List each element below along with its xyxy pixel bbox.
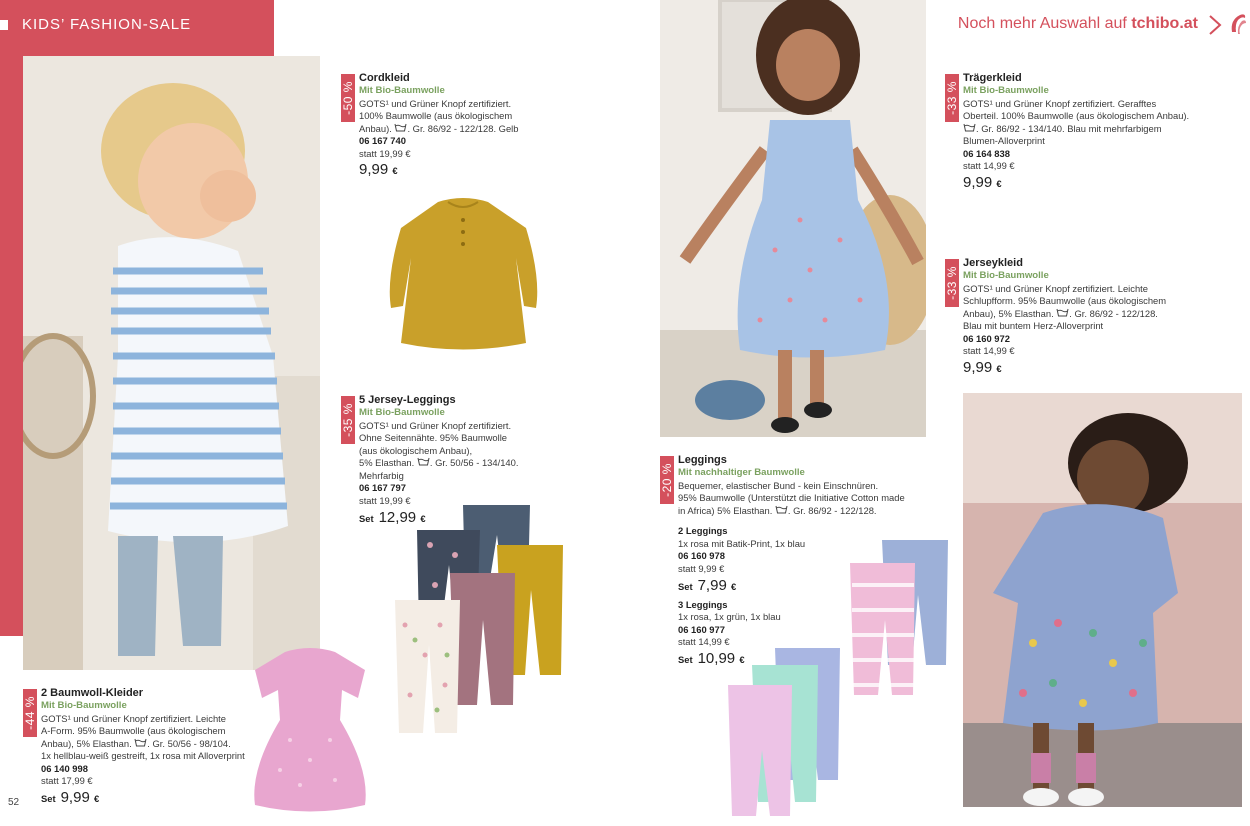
product-number: 06 140 998 [41,762,88,774]
washing-symbol-icon [417,457,430,466]
product-number: 06 160 978 [678,550,725,562]
more-link-prefix: Noch mehr Auswahl auf [957,15,1127,32]
product-desc-line: 95% Baumwolle (Unterstützt die Initiative Cotton made [678,492,905,504]
tchibo-logo-icon [1228,12,1248,36]
more-selection-link[interactable] [958,15,1198,33]
product-desc-line: GOTS¹ und Grüner Knopf zertifiziert. [359,419,512,431]
product-jersey-leggings [359,394,549,529]
product-subtitle: Mit Bio-Baumwolle [359,407,445,418]
discount-badge-cordkleid: -50 % [341,74,355,122]
product-desc-line: Anbau), 5% Elasthan. . Gr. 86/92 - 122/128. [963,307,1158,319]
product-desc-line: GOTS¹ und Grüner Knopf zertifiziert. [359,97,512,109]
product-desc-line: 100% Baumwolle (aus ökologischem [359,110,513,122]
product-old-price: statt 14,99 € [678,636,730,648]
image-five-leggings [385,495,585,740]
product-old-price: statt 9,99 € [678,563,725,575]
image-pink-dress [240,640,380,820]
product-old-price: statt 17,99 € [41,775,93,787]
product-name: Trägerkleid [963,72,1022,84]
product-desc-line: Blumen-Alloverprint [963,135,1045,147]
product-name: 5 Jersey-Leggings [359,394,456,406]
photo-girl-heart-dress [963,393,1242,807]
product-subtitle: Mit Bio-Baumwolle [963,85,1049,96]
product-number: 06 167 740 [359,135,406,147]
product-number: 06 167 797 [359,482,406,494]
product-desc-line: in Africa) 5% Elasthan. . Gr. 86/92 - 122/128. [678,504,877,516]
product-price: Set 7,99 € [678,576,737,594]
discount-badge-baumwoll-kleider: -44 % [23,689,37,737]
product-desc-line: GOTS¹ und Grüner Knopf zertifiziert. Leichte [41,712,226,724]
product-number: 06 164 838 [963,147,1010,159]
image-cordkleid-yellow [376,188,551,358]
product-name: Cordkleid [359,72,410,84]
washing-symbol-icon [1056,308,1069,317]
product-cordkleid [359,72,549,181]
product-desc-line: Blau mit buntem Herz-Alloverprint [963,320,1104,332]
discount-badge-jerseykleid: -33 % [945,259,959,307]
washing-symbol-icon [394,123,407,132]
product-name: Leggings [678,454,727,466]
product-price: 9,99 € [963,174,1002,192]
product-traegerkleid [963,72,1203,194]
product-desc-line: (aus ökologischem Anbau), [359,444,473,456]
product-desc-line: A-Form. 95% Baumwolle (aus ökologischem [41,725,226,737]
product-price: Set 10,99 € [678,650,745,668]
product-desc-line: Anbau). . Gr. 86/92 - 122/128. Gelb [359,122,519,134]
product-desc-line: GOTS¹ und Grüner Knopf zertifiziert. Leichte [963,282,1148,294]
product-desc-line: 1x hellblau-weiß gestreift, 1x rosa mit Alloverprint [41,750,245,762]
product-desc-line: Ohne Seitennähte. 95% Baumwolle [359,432,508,444]
variant-name: 3 Leggings [678,598,728,610]
washing-symbol-icon [775,505,788,514]
header-bullet [0,20,8,30]
product-desc-line: Schlupfform. 95% Baumwolle (aus ökologischem [963,295,1167,307]
product-price: 9,99 € [359,161,398,179]
product-desc-line: Bequemer, elastischer Bund - kein Einschnüren. [678,479,879,491]
product-old-price: statt 19,99 € [359,147,411,159]
product-name: Jerseykleid [963,257,1023,269]
product-desc-line: 5% Elasthan. . Gr. 50/56 - 134/140. [359,457,519,469]
product-desc-line: GOTS¹ und Grüner Knopf zertifiziert. Gerafftes [963,97,1157,109]
product-number: 06 160 972 [963,332,1010,344]
page-title: KIDS’ FASHION-SALE [22,16,192,33]
product-old-price: statt 19,99 € [359,495,411,507]
product-subtitle: Mit Bio-Baumwolle [359,85,445,96]
product-baumwoll-kleider [41,687,256,809]
product-subtitle: Mit nachhaltiger Baumwolle [678,467,805,478]
product-number: 06 160 977 [678,623,725,635]
product-desc-line: Oberteil. 100% Baumwolle (aus ökologischem Anbau). [963,110,1190,122]
product-subtitle: Mit Bio-Baumwolle [963,270,1049,281]
page-number: 52 [8,797,20,808]
variant-desc: 1x rosa mit Batik-Print, 1x blau [678,537,806,549]
product-desc-line: Mehrfarbig [359,469,404,481]
product-price: Set 12,99 € [359,508,426,526]
product-old-price: statt 14,99 € [963,345,1015,357]
product-price: 9,99 € [963,359,1002,377]
washing-symbol-icon [963,123,976,132]
discount-badge-leggings: -20 % [660,456,674,504]
variant-name: 2 Leggings [678,525,728,537]
product-name: 2 Baumwoll-Kleider [41,687,144,699]
photo-girl-strap-dress [660,0,926,437]
product-desc-line: . Gr. 86/92 - 134/140. Blau mit mehrfarbigem [963,123,1203,136]
product-desc-line: Anbau), 5% Elasthan. . Gr. 50/56 - 98/104. [41,737,231,749]
discount-badge-traegerkleid: -33 % [945,74,959,122]
washing-symbol-icon [134,738,147,747]
product-leggings [678,454,918,670]
product-jerseykleid [963,257,1203,379]
product-old-price: statt 14,99 € [963,160,1015,172]
product-subtitle: Mit Bio-Baumwolle [41,700,127,711]
product-price: Set 9,99 € [41,789,100,807]
variant-desc: 1x rosa, 1x grün, 1x blau [678,611,781,623]
discount-badge-jersey-leggings: -35 % [341,396,355,444]
chevron-right-icon[interactable] [1207,14,1223,36]
more-link-site: tchibo.at [1131,15,1198,32]
photo-toddler-striped-dress [23,56,320,670]
